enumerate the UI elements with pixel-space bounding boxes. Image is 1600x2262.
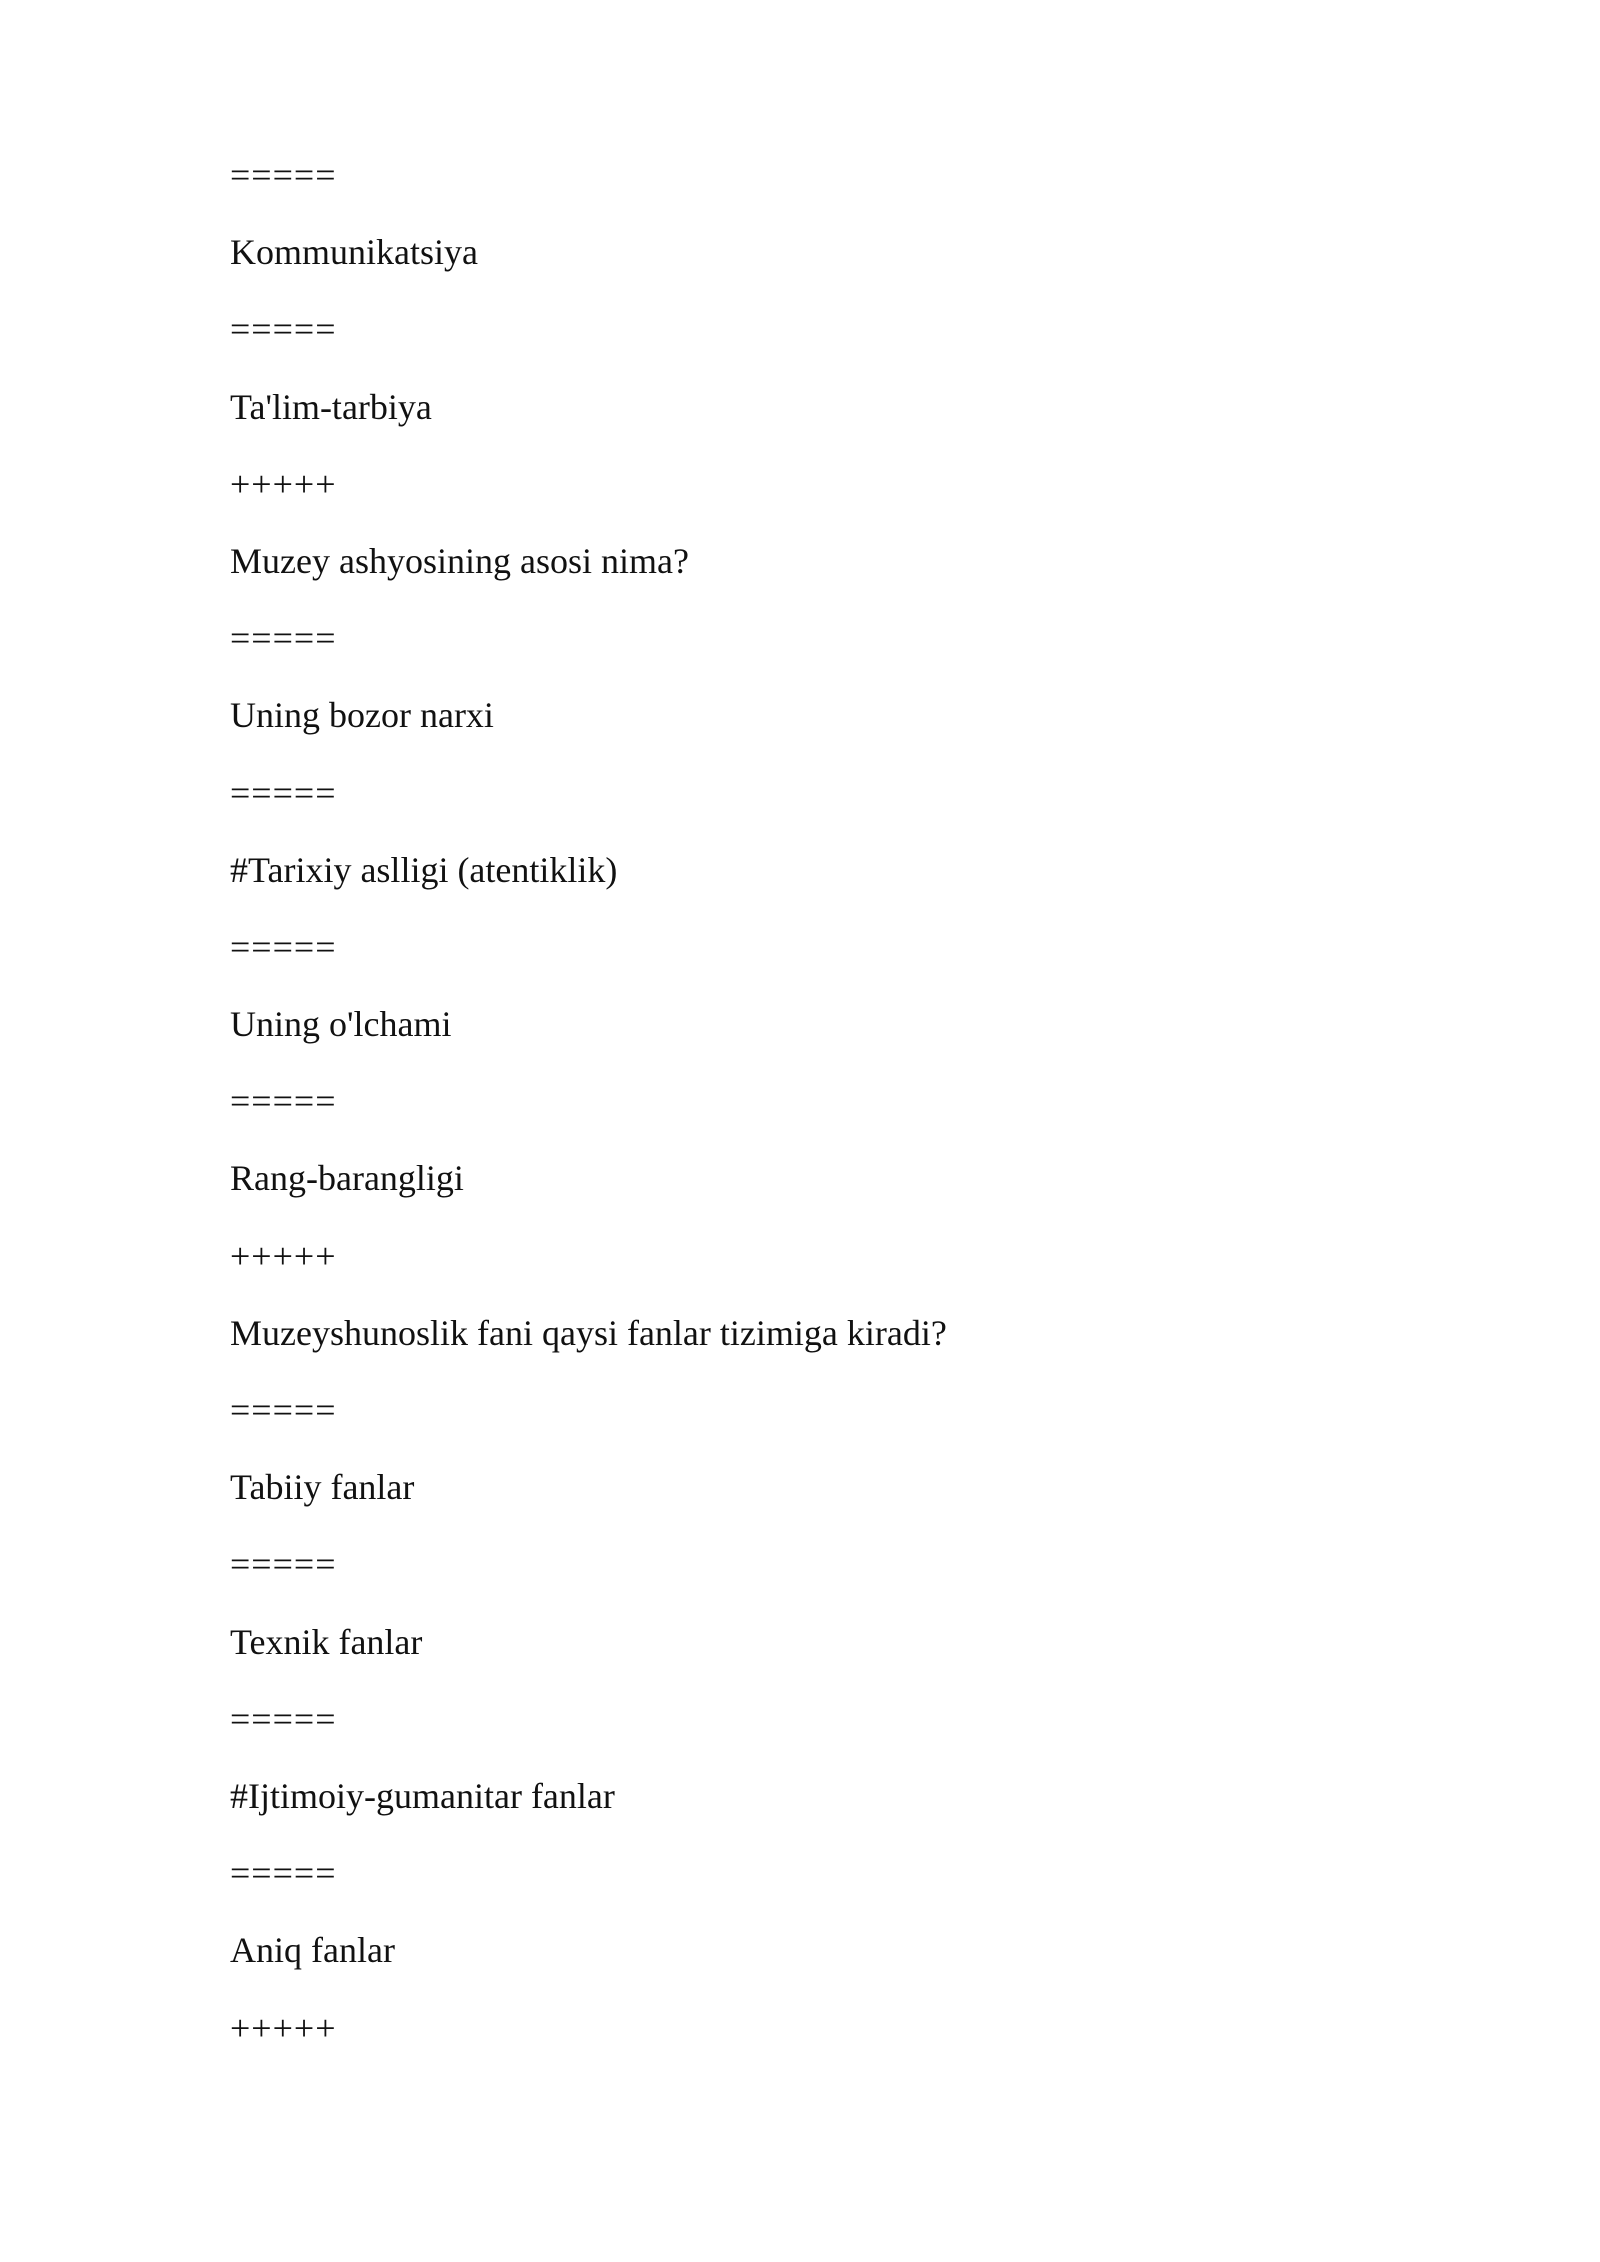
answer-option: Ta'lim-tarbiya — [230, 386, 432, 427]
answer-separator: ===== — [230, 1853, 337, 1894]
correct-answer-option: #Tarixiy aslligi (atentiklik) — [230, 849, 618, 890]
answer-option: Texnik fanlar — [230, 1621, 423, 1662]
answer-option: Kommunikatsiya — [230, 232, 478, 273]
answer-separator: ===== — [230, 1544, 337, 1585]
answer-separator: ===== — [230, 155, 337, 195]
question-separator: +++++ — [230, 463, 337, 504]
question-separator: +++++ — [230, 1235, 337, 1276]
answer-option: Uning o'lchami — [230, 1004, 452, 1045]
answer-separator: ===== — [230, 618, 337, 659]
question-text: Muzeyshunoslik fani qaysi fanlar tizimiga kiradi? — [230, 1312, 947, 1353]
answer-separator: ===== — [230, 772, 337, 813]
answer-separator: ===== — [230, 1698, 337, 1739]
answer-option: Uning bozor narxi — [230, 695, 494, 736]
answer-separator: ===== — [230, 926, 337, 967]
question-text: Muzey ashyosining asosi nima? — [230, 540, 689, 581]
answer-option: Aniq fanlar — [230, 1930, 395, 1971]
answer-separator: ===== — [230, 1390, 337, 1430]
document-body — [230, 150, 1430, 2080]
answer-option: Tabiiy fanlar — [230, 1467, 415, 1508]
question-separator: +++++ — [230, 2007, 337, 2048]
answer-separator: ===== — [230, 1081, 337, 1122]
answer-separator: ===== — [230, 309, 337, 350]
correct-answer-option: #Ijtimoiy-gumanitar fanlar — [230, 1775, 615, 1816]
answer-option: Rang-barangligi — [230, 1158, 464, 1199]
